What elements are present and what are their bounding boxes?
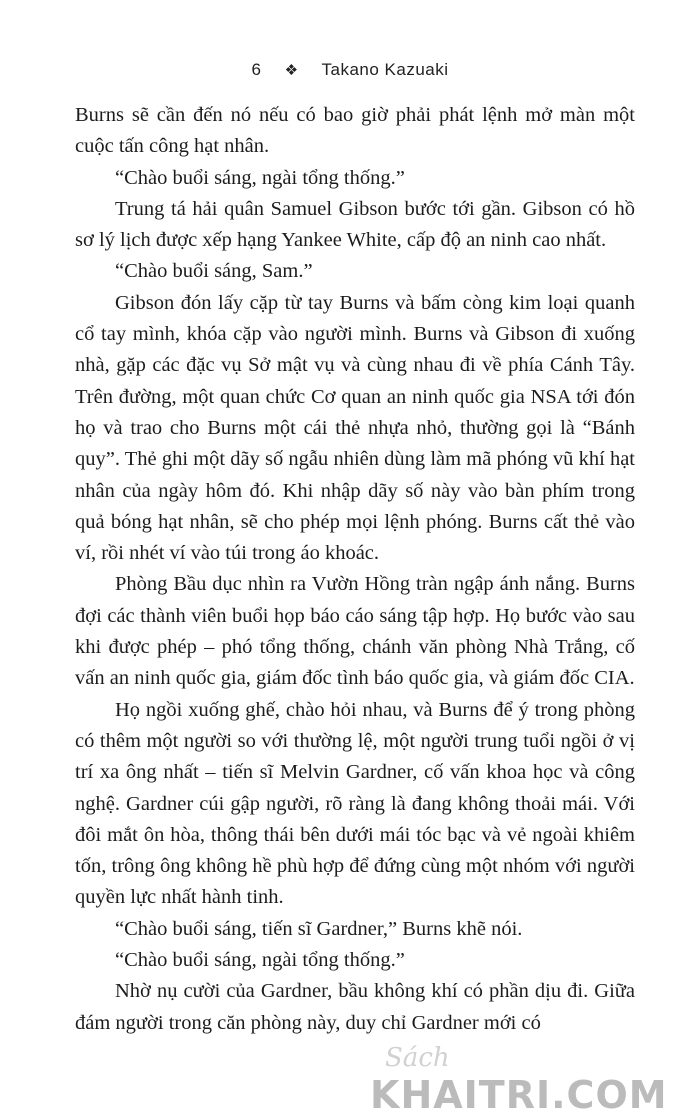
watermark-script-mark: Sách — [385, 1043, 450, 1073]
paragraph: Họ ngồi xuống ghế, chào hỏi nhau, và Burns để ý trong phòng có thêm một người so với thường lệ, một người trung tuổi ngồi ở vị trí xa ông nhất – tiến sĩ Melvin Gardner, cố vấn khoa học và công nghệ. Gardner cúi gập người, rõ ràng là đang không thoải mái. Với đôi mắt ôn hòa, thông thái bên dưới mái tóc bạc và vẻ ngoài khiêm tốn, trông ông không hề phù hợp để đứng cùng một nhóm với người quyền lực nhất hành tinh. — [75, 698, 635, 909]
body-text — [75, 100, 635, 1039]
paragraph: “Chào buổi sáng, Sam.” — [115, 260, 313, 283]
paragraph: Trung tá hải quân Samuel Gibson bước tới gần. Gibson có hồ sơ lý lịch được xếp hạng Yankee White, cấp độ an ninh cao nhất. — [75, 197, 635, 252]
paragraph: Phòng Bầu dục nhìn ra Vườn Hồng tràn ngập ánh nắng. Burns đợi các thành viên buổi họp báo cáo sáng tập hợp. Họ bước vào sau khi được phép – phó tổng thống, chánh văn phòng Nhà Trắng, cố vấn an ninh quốc gia, giám đốc tình báo quốc gia, và giám đốc CIA. — [75, 573, 635, 690]
watermark-logo — [370, 1043, 680, 1117]
paragraph: “Chào buổi sáng, ngài tổng thống.” — [115, 166, 405, 189]
watermark-text: KHAITRI.COM — [370, 1073, 668, 1117]
paragraph: “Chào buổi sáng, tiến sĩ Gardner,” Burns khẽ nói. — [115, 917, 523, 940]
paragraph: Nhờ nụ cười của Gardner, bầu không khí có phần dịu đi. Giữa đám người trong căn phòng này, duy chỉ Gardner mới có — [75, 980, 635, 1034]
paragraph: Gibson đón lấy cặp từ tay Burns và bấm còng kim loại quanh cổ tay mình, khóa cặp vào người mình. Burns và Gibson đi xuống nhà, gặp các đặc vụ Sở mật vụ và cùng nhau đi về phía Cánh Tây. Trên đường, một quan chức Cơ quan an ninh quốc gia NSA tới đón họ và trao cho Burns một cái thẻ nhựa nhỏ, thường gọi là “Bánh quy”. Thẻ ghi một dãy số ngẫu nhiên dùng làm mã phóng vũ khí hạt nhân của ngày hôm đó. Khi nhập dãy số này vào bàn phím trong quả bóng hạt nhân, sẽ cho phép mọi lệnh phóng. Burns cất thẻ vào ví, rồi nhét ví vào túi trong áo khoác. — [75, 291, 635, 565]
paragraph-continuation: Burns sẽ cần đến nó nếu có bao giờ phải phát lệnh mở màn một cuộc tấn công hạt nhân. — [75, 104, 635, 158]
author-name: Takano Kazuaki — [321, 60, 449, 79]
paragraph: “Chào buổi sáng, ngài tổng thống.” — [115, 949, 405, 972]
running-header — [0, 60, 700, 80]
ornament-separator-icon: ❖ — [284, 62, 299, 79]
page-number: 6 — [251, 60, 262, 79]
